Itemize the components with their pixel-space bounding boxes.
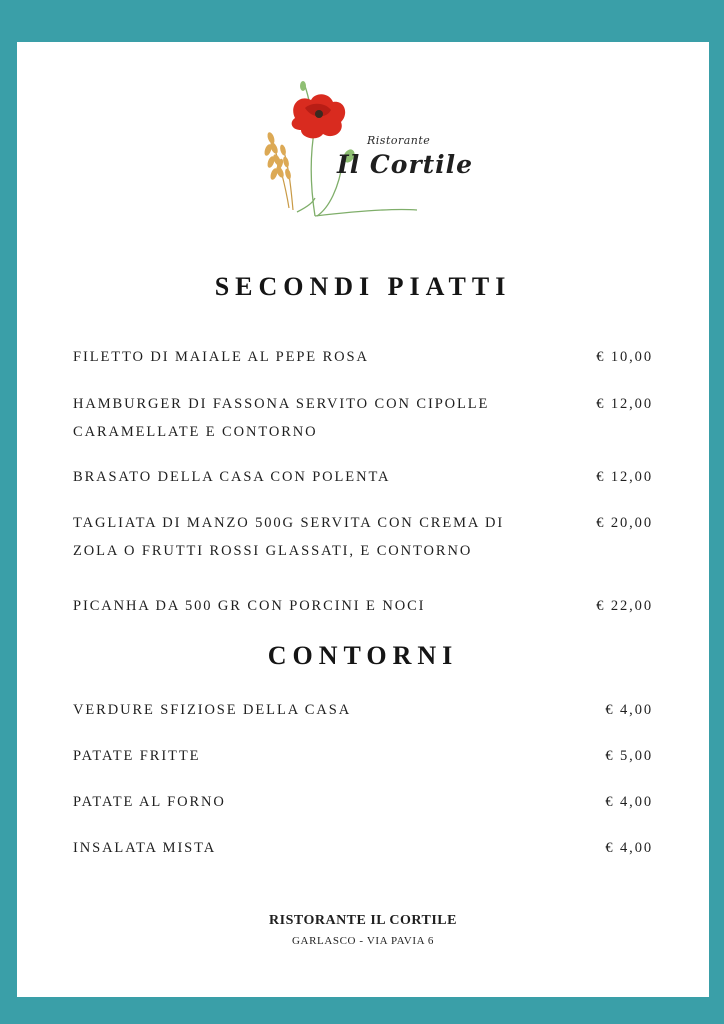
logo-title: Il Cortile [337, 150, 474, 179]
menu-item [73, 742, 653, 770]
section-title-secondi: SECONDI PIATTI [214, 272, 512, 301]
menu-item-name: INSALATA MISTA [73, 840, 217, 856]
menu-item-name: FILETTO DI MAIALE AL PEPE ROSA [73, 349, 369, 365]
menu-item-price: € 20,00 [596, 515, 653, 531]
menu-item-price: € 22,00 [596, 598, 653, 614]
menu-item-price: € 4,00 [605, 840, 653, 856]
menu-item-price: € 4,00 [605, 702, 653, 718]
menu-item-name: TAGLIATA DI MANZO 500G SERVITA CON CREMA DI ZOLA O FRUTTI ROSSI GLASSATI, E CONTORNO [73, 515, 505, 559]
menu-item-name: PICANHA DA 500 GR CON PORCINI E NOCI [73, 598, 426, 614]
menu-item [73, 592, 653, 620]
menu-item-price: € 12,00 [596, 469, 653, 485]
menu-item-price: € 5,00 [605, 748, 653, 764]
menu-item-name: PATATE AL FORNO [73, 794, 226, 810]
menu-item-price: € 4,00 [605, 794, 653, 810]
poppy-flower [292, 94, 346, 138]
restaurant-logo [249, 78, 489, 223]
menu-item-name: HAMBURGER DI FASSONA SERVITO CON CIPOLLE CARAMELLATE E CONTORNO [73, 396, 490, 440]
menu-item [73, 834, 653, 862]
menu-item [73, 390, 653, 446]
menu-item [73, 509, 653, 565]
menu-item [73, 343, 653, 371]
logo-subtitle: Ristorante [367, 134, 431, 147]
menu-item-name: BRASATO DELLA CASA CON POLENTA [73, 469, 391, 485]
menu-item-price: € 12,00 [596, 396, 653, 412]
menu-item-price: € 10,00 [596, 349, 653, 365]
footer-restaurant-name: RISTORANTE IL CORTILE [269, 913, 457, 928]
menu-item [73, 463, 653, 491]
menu-item-name: PATATE FRITTE [73, 748, 201, 764]
menu-item [73, 696, 653, 724]
menu-item-name: VERDURE SFIZIOSE DELLA CASA [73, 702, 352, 718]
section-title-contorni: CONTORNI [267, 641, 459, 670]
menu-item [73, 788, 653, 816]
menu-page [17, 42, 709, 997]
footer-address: GARLASCO - VIA PAVIA 6 [292, 935, 434, 947]
